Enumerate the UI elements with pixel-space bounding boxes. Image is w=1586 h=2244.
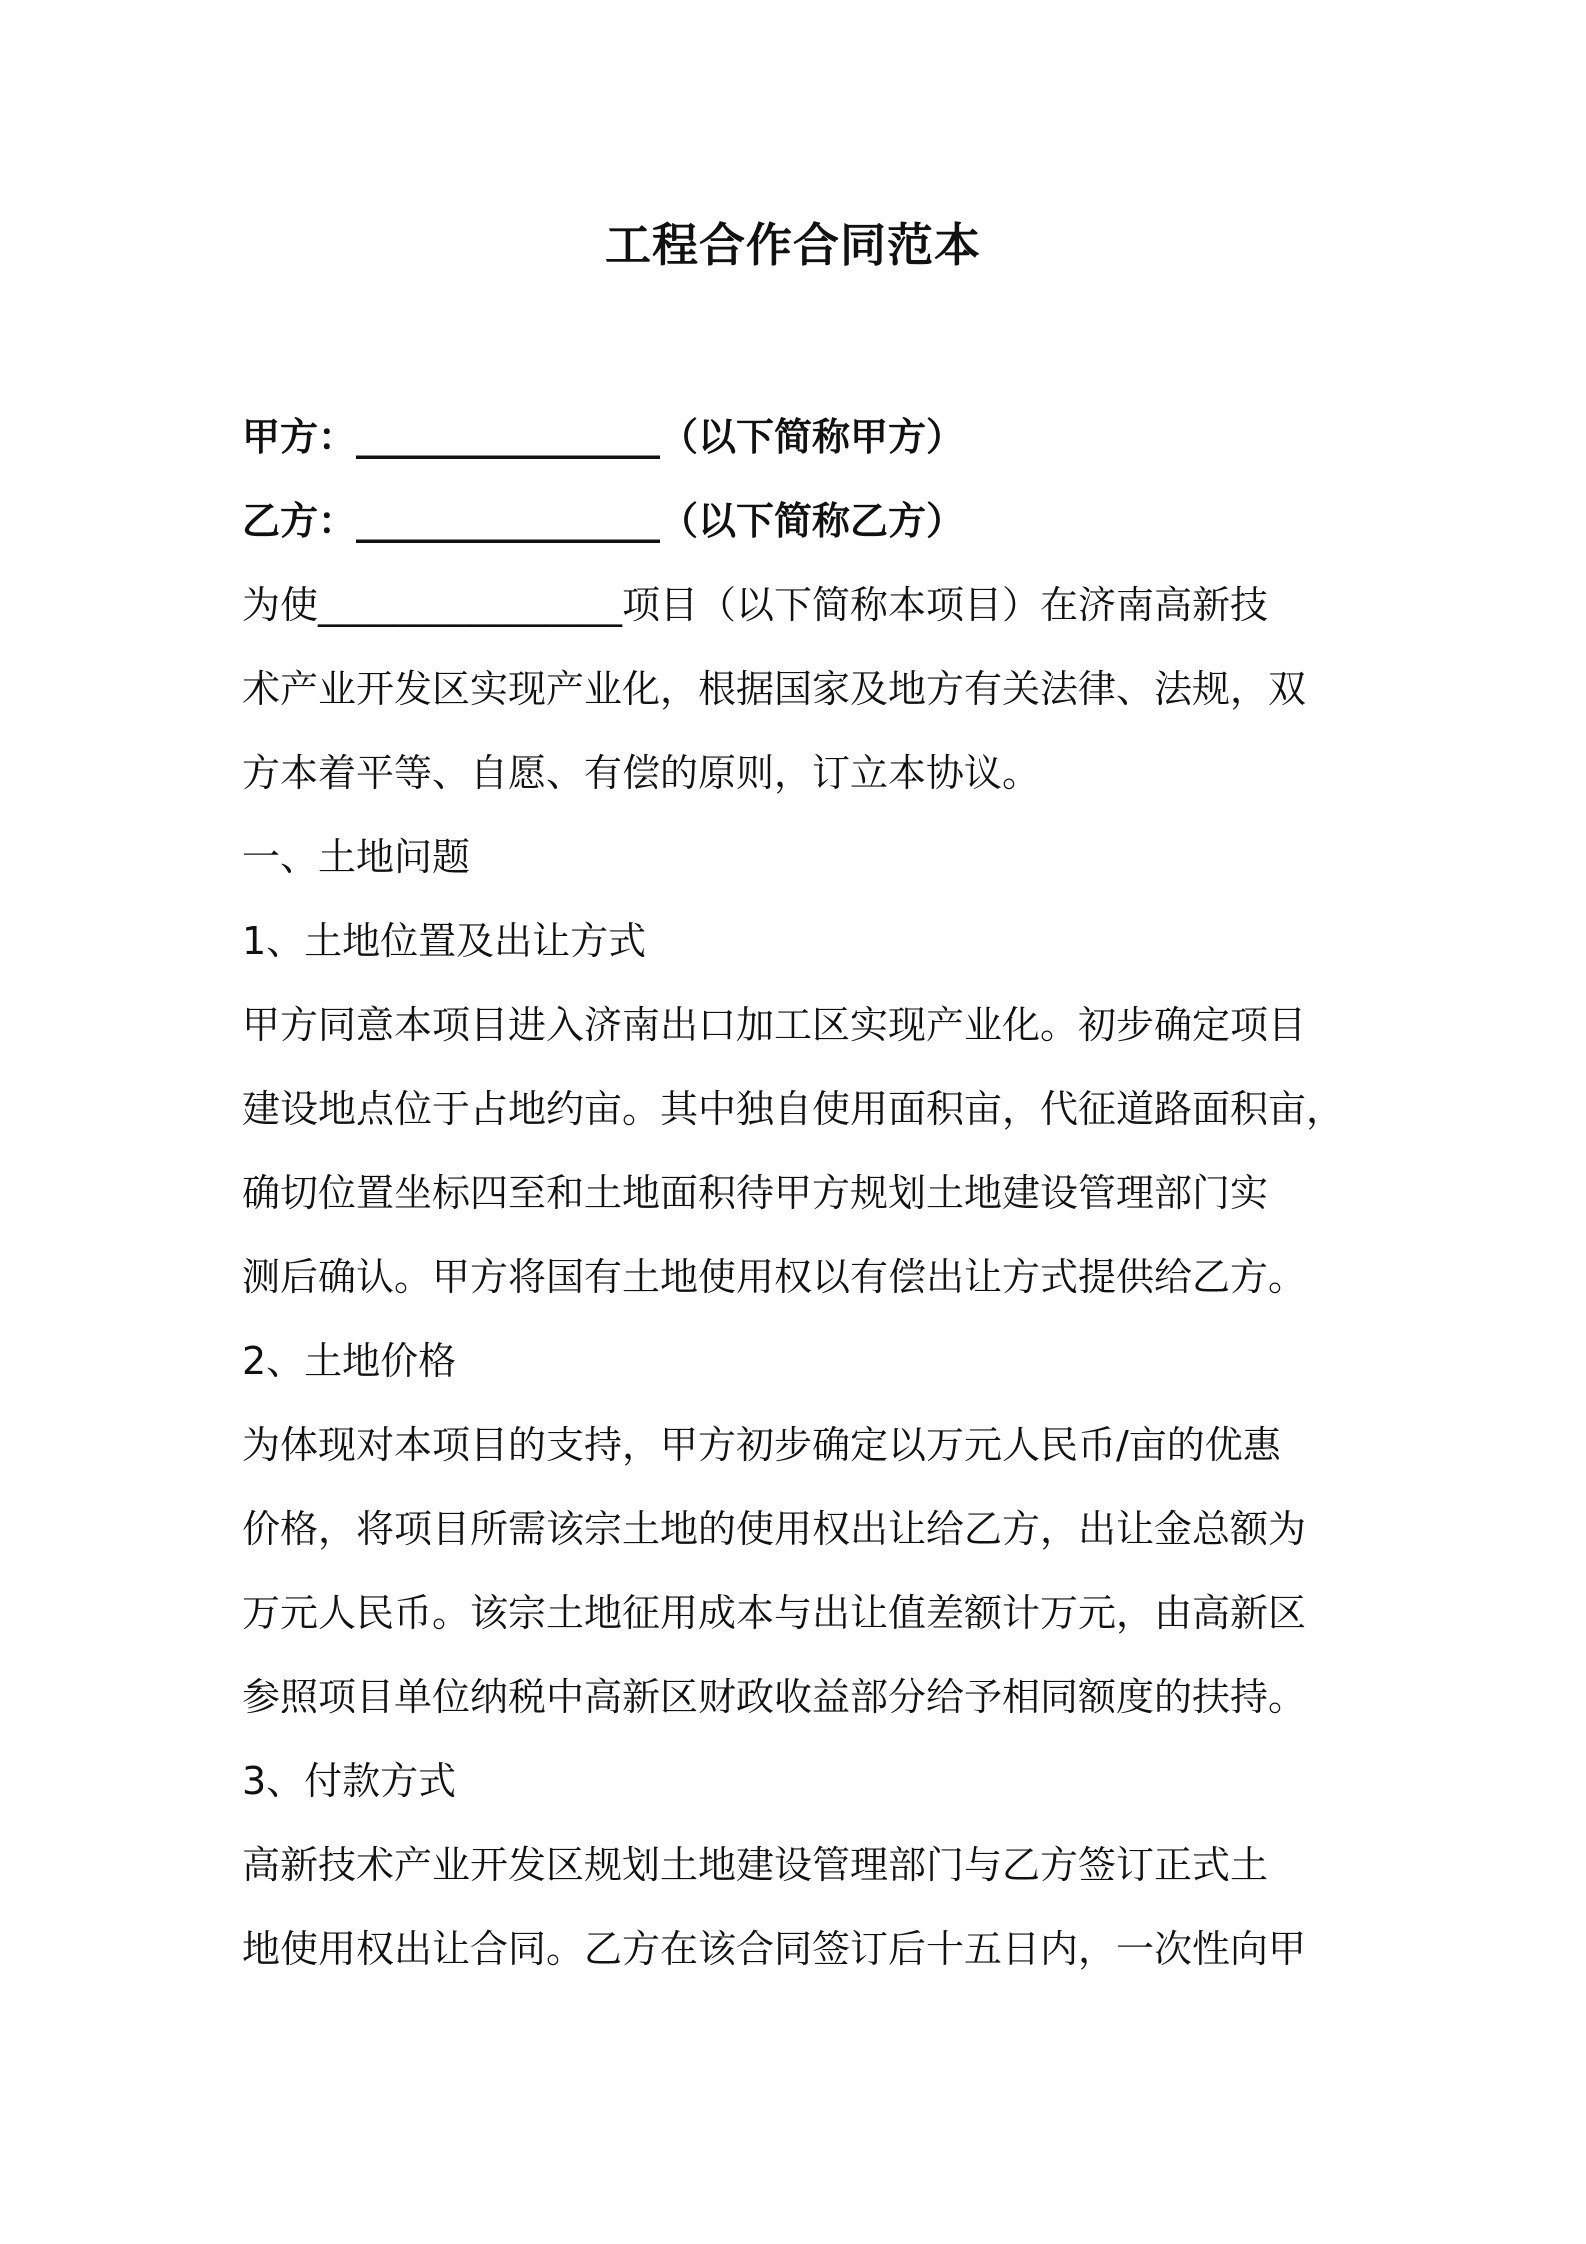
- party-b-line: 乙方：________________（以下简称乙方）: [242, 499, 965, 543]
- paragraph-line: 术产业开发区实现产业化，根据国家及地方有关法律、法规，双: [242, 667, 1307, 711]
- subsection-heading: 2、土地价格: [242, 1339, 457, 1383]
- paragraph-line: 方本着平等、自愿、有偿的原则，订立本协议。: [242, 751, 1041, 795]
- subsection-heading: 1、土地位置及出让方式: [242, 919, 647, 963]
- paragraph-line: 参照项目单位纳税中高新区财政收益部分给予相同额度的扶持。: [242, 1675, 1307, 1719]
- paragraph-line: 万元人民币。该宗土地征用成本与出让值差额计万元，由高新区: [242, 1591, 1307, 1635]
- paragraph-line: 价格，将项目所需该宗土地的使用权出让给乙方，出让金总额为: [242, 1507, 1307, 1551]
- section-heading: 一、土地问题: [242, 835, 471, 879]
- party-a-line: 甲方：________________（以下简称甲方）: [242, 415, 965, 459]
- paragraph-line: 确切位置坐标四至和土地面积待甲方规划土地建设管理部门实: [242, 1171, 1269, 1215]
- paragraph-line: 为使________________项目（以下简称本项目）在济南高新技: [242, 583, 1269, 627]
- document-title: 工程合作合同范本: [605, 218, 981, 272]
- paragraph-line: 建设地点位于占地约亩。其中独自使用面积亩，代征道路面积亩，: [242, 1087, 1345, 1131]
- paragraph-line: 为体现对本项目的支持，甲方初步确定以万元人民币/亩的优惠: [242, 1423, 1281, 1467]
- paragraph-line: 高新技术产业开发区规划土地建设管理部门与乙方签订正式土: [242, 1843, 1269, 1887]
- paragraph-line: 甲方同意本项目进入济南出口加工区实现产业化。初步确定项目: [242, 1003, 1307, 1047]
- paragraph-line: 测后确认。甲方将国有土地使用权以有偿出让方式提供给乙方。: [242, 1255, 1307, 1299]
- paragraph-line: 地使用权出让合同。乙方在该合同签订后十五日内，一次性向甲: [242, 1927, 1307, 1971]
- subsection-heading: 3、付款方式: [242, 1759, 457, 1803]
